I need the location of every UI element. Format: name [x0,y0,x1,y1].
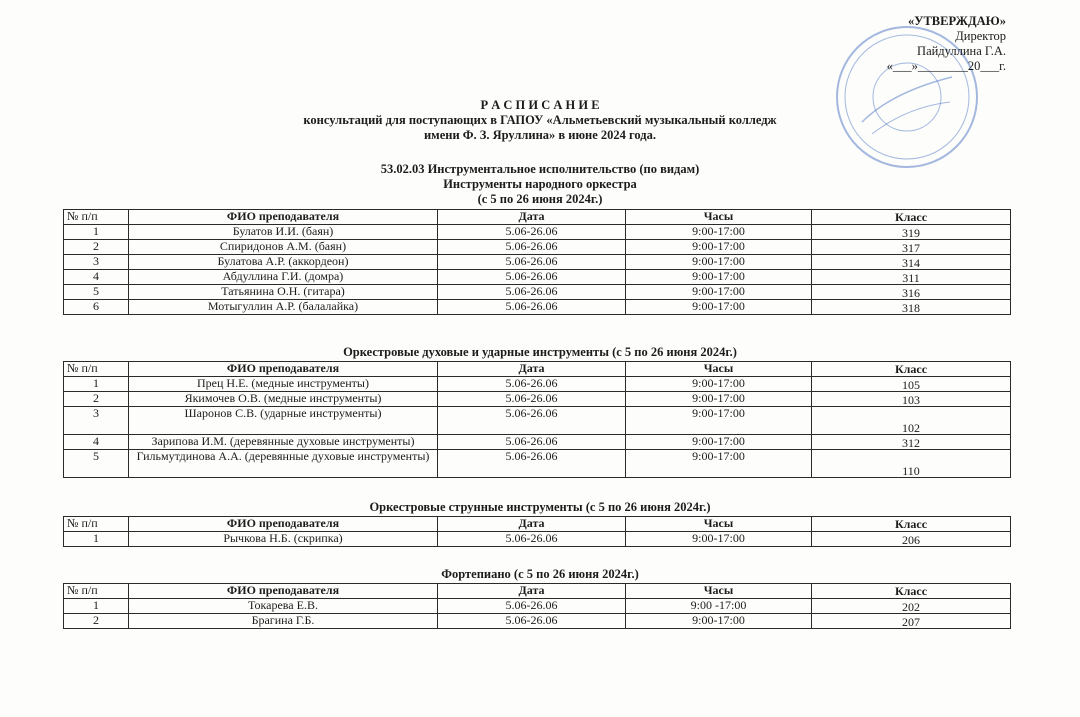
table-row [64,377,1011,392]
approval-block [887,14,1006,74]
cell-fio: Булатов И.И. (баян) [129,225,438,240]
col-header-room: Класс [812,517,1011,532]
cell-date: 5.06-26.06 [438,255,626,270]
cell-hours: 9:00-17:00 [626,240,812,255]
cell-date: 5.06-26.06 [438,450,626,478]
cell-no: 2 [64,240,129,255]
cell-hours: 9:00-17:00 [626,614,812,629]
col-header-hours: Часы [626,584,812,599]
cell-fio: Брагина Г.Б. [129,614,438,629]
cell-room: 312 [812,435,1011,450]
cell-fio: Зарипова И.М. (деревянные духовые инструменты) [129,435,438,450]
cell-room: 314 [812,255,1011,270]
table-header-row [64,362,1011,377]
cell-room: 311 [812,270,1011,285]
approval-position: Директор [955,29,1006,43]
cell-date: 5.06-26.06 [438,225,626,240]
table-row [64,532,1011,547]
section-title-strings: Оркестровые струнные инструменты (с 5 по 26 июня 2024г.) [369,500,711,514]
cell-fio: Прец Н.Е. (медные инструменты) [129,377,438,392]
table-row [64,614,1011,629]
cell-no: 6 [64,300,129,315]
col-header-hours: Часы [626,517,812,532]
col-header-fio: ФИО преподавателя [129,584,438,599]
col-header-date: Дата [438,584,626,599]
cell-hours: 9:00-17:00 [626,285,812,300]
section-title-folk: Инструменты народного оркестра [443,177,637,191]
cell-room: 103 [812,392,1011,407]
cell-date: 5.06-26.06 [438,240,626,255]
cell-no: 2 [64,614,129,629]
approval-name: Пайдуллина Г.А. [917,44,1006,58]
cell-no: 1 [64,599,129,614]
col-header-no: № п/п [64,362,129,377]
cell-date: 5.06-26.06 [438,270,626,285]
approval-heading: «УТВЕРЖДАЮ» [908,14,1006,28]
cell-room: 319 [812,225,1011,240]
document-subtitle-line1: консультаций для поступающих в ГАПОУ «Альметьевский музыкальный колледж [303,113,777,127]
cell-hours: 9:00-17:00 [626,377,812,392]
cell-hours: 9:00-17:00 [626,270,812,285]
col-header-fio: ФИО преподавателя [129,362,438,377]
cell-hours: 9:00-17:00 [626,225,812,240]
cell-fio: Спиридонов А.М. (баян) [129,240,438,255]
cell-room: 318 [812,300,1011,315]
cell-fio: Абдуллина Г.И. (домра) [129,270,438,285]
table-row [64,225,1011,240]
cell-fio: Мотыгуллин А.Р. (балалайка) [129,300,438,315]
section-title-winds: Оркестровые духовые и ударные инструменты (с 5 по 26 июня 2024г.) [343,345,737,359]
col-header-date: Дата [438,517,626,532]
cell-fio: Татьянина О.Н. (гитара) [129,285,438,300]
cell-date: 5.06-26.06 [438,285,626,300]
cell-fio: Шаронов С.В. (ударные инструменты) [129,407,438,435]
cell-fio: Рычкова Н.Б. (скрипка) [129,532,438,547]
document-title: Р А С П И С А Н И Е [480,98,600,112]
table-row [64,270,1011,285]
col-header-no: № п/п [64,584,129,599]
cell-no: 1 [64,532,129,547]
cell-room: 207 [812,614,1011,629]
cell-no: 3 [64,255,129,270]
cell-date: 5.06-26.06 [438,392,626,407]
table-row [64,435,1011,450]
col-header-date: Дата [438,362,626,377]
col-header-no: № п/п [64,210,129,225]
cell-hours: 9:00 -17:00 [626,599,812,614]
col-header-room: Класс [812,584,1011,599]
cell-no: 3 [64,407,129,435]
cell-date: 5.06-26.06 [438,532,626,547]
approval-date-line: «___»________20___г. [886,59,1006,73]
specialty-title: 53.02.03 Инструментальное исполнительство (по видам) [380,162,700,176]
col-header-hours: Часы [626,362,812,377]
cell-no: 2 [64,392,129,407]
table-row [64,450,1011,478]
cell-room: 105 [812,377,1011,392]
col-header-no: № п/п [64,517,129,532]
cell-date: 5.06-26.06 [438,407,626,435]
schedule-table-strings [63,516,1011,547]
cell-no: 5 [64,285,129,300]
table-row [64,300,1011,315]
document-subtitle-line2: имени Ф. З. Яруллина» в июне 2024 года. [423,128,657,142]
col-header-room: Класс [812,210,1011,225]
table-row [64,255,1011,270]
cell-no: 4 [64,270,129,285]
col-header-hours: Часы [626,210,812,225]
cell-hours: 9:00-17:00 [626,255,812,270]
cell-no: 4 [64,435,129,450]
cell-no: 1 [64,225,129,240]
cell-date: 5.06-26.06 [438,377,626,392]
table-header-row [64,210,1011,225]
cell-hours: 9:00-17:00 [626,407,812,435]
table-header-row [64,584,1011,599]
table-row [64,285,1011,300]
cell-room: 316 [812,285,1011,300]
col-header-fio: ФИО преподавателя [129,210,438,225]
cell-fio: Токарева Е.В. [129,599,438,614]
cell-fio: Булатова А.Р. (аккордеон) [129,255,438,270]
cell-room: 102 [812,407,1011,435]
cell-hours: 9:00-17:00 [626,532,812,547]
table-row [64,599,1011,614]
col-header-fio: ФИО преподавателя [129,517,438,532]
cell-hours: 9:00-17:00 [626,392,812,407]
cell-room: 202 [812,599,1011,614]
table-row [64,407,1011,435]
cell-room: 317 [812,240,1011,255]
section-title-piano: Фортепиано (с 5 по 26 июня 2024г.) [441,567,639,581]
cell-no: 5 [64,450,129,478]
cell-no: 1 [64,377,129,392]
cell-fio: Гильмутдинова А.А. (деревянные духовые инструменты) [129,450,438,478]
table-row [64,240,1011,255]
cell-fio: Якимочев О.В. (медные инструменты) [129,392,438,407]
schedule-table-piano [63,583,1011,629]
cell-date: 5.06-26.06 [438,300,626,315]
cell-hours: 9:00-17:00 [626,435,812,450]
cell-room: 206 [812,532,1011,547]
cell-date: 5.06-26.06 [438,614,626,629]
cell-date: 5.06-26.06 [438,599,626,614]
cell-hours: 9:00-17:00 [626,300,812,315]
cell-room: 110 [812,450,1011,478]
col-header-room: Класс [812,362,1011,377]
cell-date: 5.06-26.06 [438,435,626,450]
table-row [64,392,1011,407]
col-header-date: Дата [438,210,626,225]
schedule-table-winds [63,361,1011,478]
table-header-row [64,517,1011,532]
cell-hours: 9:00-17:00 [626,450,812,478]
schedule-table-folk [63,209,1011,315]
section-subtitle-folk: (с 5 по 26 июня 2024г.) [477,192,603,206]
